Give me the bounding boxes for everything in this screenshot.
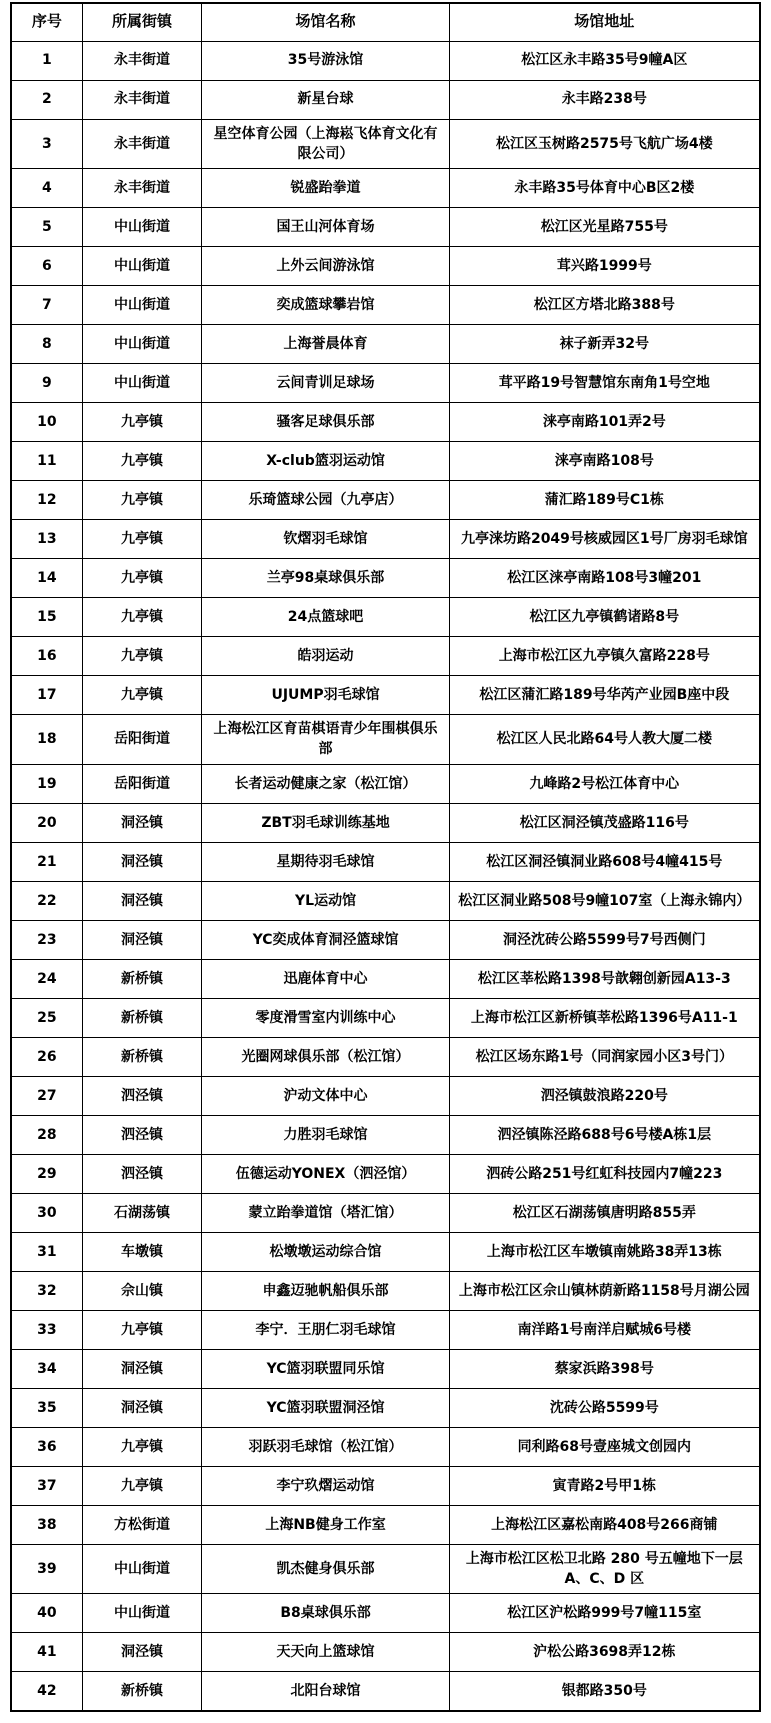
cell-address: 蒲汇路189号C1栋 (449, 481, 760, 520)
table-row (11, 803, 760, 842)
cell-address: 松江区场东路1号（同润家园小区3号门） (449, 1037, 760, 1076)
venues-table (10, 2, 761, 1712)
table-row (11, 559, 760, 598)
cell-town: 永丰街道 (82, 119, 202, 169)
table-row (11, 169, 760, 208)
cell-address: 九亭涞坊路2049号核威园区1号厂房羽毛球馆 (449, 520, 760, 559)
table-row (11, 920, 760, 959)
cell-name: 星期待羽毛球馆 (202, 842, 449, 881)
cell-name: 沪动文体中心 (202, 1076, 449, 1115)
cell-name: 北阳台球馆 (202, 1672, 449, 1711)
cell-index: 40 (11, 1594, 82, 1633)
cell-index: 26 (11, 1037, 82, 1076)
cell-index: 17 (11, 676, 82, 715)
cell-index: 6 (11, 247, 82, 286)
table-row (11, 715, 760, 765)
cell-address: 沪松公路3698弄12栋 (449, 1633, 760, 1672)
cell-index: 28 (11, 1115, 82, 1154)
cell-name: 李宁玖熠运动馆 (202, 1466, 449, 1505)
cell-town: 泗泾镇 (82, 1076, 202, 1115)
cell-town: 洞泾镇 (82, 881, 202, 920)
table-row (11, 481, 760, 520)
cell-address: 松江区永丰路35号9幢A区 (449, 41, 760, 80)
cell-name: 力胜羽毛球馆 (202, 1115, 449, 1154)
cell-index: 2 (11, 80, 82, 119)
cell-index: 34 (11, 1349, 82, 1388)
cell-address: 上海市松江区松卫北路 280 号五幢地下一层A、C、D 区 (449, 1544, 760, 1594)
cell-town: 洞泾镇 (82, 920, 202, 959)
table-row (11, 286, 760, 325)
cell-index: 10 (11, 403, 82, 442)
cell-name: B8桌球俱乐部 (202, 1594, 449, 1633)
cell-address: 蔡家浜路398号 (449, 1349, 760, 1388)
cell-address: 松江区石湖荡镇唐明路855弄 (449, 1193, 760, 1232)
cell-index: 7 (11, 286, 82, 325)
table-row (11, 1427, 760, 1466)
table-row (11, 881, 760, 920)
cell-town: 中山街道 (82, 1594, 202, 1633)
cell-name: UJUMP羽毛球馆 (202, 676, 449, 715)
cell-index: 20 (11, 803, 82, 842)
cell-address: 松江区蒲汇路189号华芮产业园B座中段 (449, 676, 760, 715)
cell-index: 37 (11, 1466, 82, 1505)
header-row (11, 3, 760, 41)
cell-name: 伍德运动YONEX（泗泾馆） (202, 1154, 449, 1193)
header-cell-index: 序号 (11, 3, 82, 41)
cell-address: 松江区涞亭南路108号3幢201 (449, 559, 760, 598)
cell-town: 泗泾镇 (82, 1115, 202, 1154)
table-row (11, 1594, 760, 1633)
table-row (11, 442, 760, 481)
table-row (11, 1466, 760, 1505)
cell-address: 永丰路35号体育中心B区2楼 (449, 169, 760, 208)
cell-address: 泗泾镇陈泾路688号6号楼A栋1层 (449, 1115, 760, 1154)
cell-town: 永丰街道 (82, 41, 202, 80)
cell-address: 上海市松江区车墩镇南姚路38弄13栋 (449, 1232, 760, 1271)
cell-town: 中山街道 (82, 208, 202, 247)
cell-name: 李宁．王朋仁羽毛球馆 (202, 1310, 449, 1349)
cell-town: 泗泾镇 (82, 1154, 202, 1193)
header-cell-name: 场馆名称 (202, 3, 449, 41)
cell-town: 九亭镇 (82, 637, 202, 676)
table-row (11, 959, 760, 998)
cell-index: 32 (11, 1271, 82, 1310)
cell-index: 35 (11, 1388, 82, 1427)
table-row (11, 41, 760, 80)
cell-name: 骚客足球俱乐部 (202, 403, 449, 442)
table-row (11, 247, 760, 286)
cell-name: 国王山河体育场 (202, 208, 449, 247)
table-row (11, 1544, 760, 1594)
cell-index: 13 (11, 520, 82, 559)
table-row (11, 1193, 760, 1232)
cell-town: 中山街道 (82, 1544, 202, 1594)
cell-index: 38 (11, 1505, 82, 1544)
cell-index: 36 (11, 1427, 82, 1466)
cell-address: 泗砖公路251号红虹科技园内7幢223 (449, 1154, 760, 1193)
cell-index: 31 (11, 1232, 82, 1271)
cell-name: 凯杰健身俱乐部 (202, 1544, 449, 1594)
cell-index: 29 (11, 1154, 82, 1193)
cell-town: 九亭镇 (82, 442, 202, 481)
cell-town: 新桥镇 (82, 998, 202, 1037)
table-row (11, 1633, 760, 1672)
cell-index: 23 (11, 920, 82, 959)
cell-town: 中山街道 (82, 247, 202, 286)
cell-index: 5 (11, 208, 82, 247)
cell-name: YL运动馆 (202, 881, 449, 920)
table-row (11, 1672, 760, 1711)
cell-index: 4 (11, 169, 82, 208)
header-cell-address: 场馆地址 (449, 3, 760, 41)
cell-town: 九亭镇 (82, 676, 202, 715)
cell-name: X-club篮羽运动馆 (202, 442, 449, 481)
cell-name: 乐琦篮球公园（九亭店） (202, 481, 449, 520)
cell-address: 袜子新弄32号 (449, 325, 760, 364)
cell-index: 19 (11, 764, 82, 803)
cell-address: 松江区光星路755号 (449, 208, 760, 247)
cell-town: 岳阳街道 (82, 715, 202, 765)
table-row (11, 1310, 760, 1349)
cell-name: 申鑫迈驰帆船俱乐部 (202, 1271, 449, 1310)
cell-name: 长者运动健康之家（松江馆） (202, 764, 449, 803)
cell-name: 迅鹿体育中心 (202, 959, 449, 998)
table-row (11, 598, 760, 637)
cell-town: 九亭镇 (82, 1427, 202, 1466)
cell-name: 羽跃羽毛球馆（松江馆） (202, 1427, 449, 1466)
cell-index: 39 (11, 1544, 82, 1594)
cell-name: 天天向上篮球馆 (202, 1633, 449, 1672)
cell-address: 泗泾镇鼓浪路220号 (449, 1076, 760, 1115)
cell-town: 石湖荡镇 (82, 1193, 202, 1232)
cell-index: 9 (11, 364, 82, 403)
table-row (11, 208, 760, 247)
table-row (11, 1076, 760, 1115)
cell-index: 33 (11, 1310, 82, 1349)
cell-name: YC篮羽联盟洞泾馆 (202, 1388, 449, 1427)
cell-address: 永丰路238号 (449, 80, 760, 119)
cell-name: YC奕成体育洞泾篮球馆 (202, 920, 449, 959)
cell-address: 沈砖公路5599号 (449, 1388, 760, 1427)
cell-town: 新桥镇 (82, 1037, 202, 1076)
cell-index: 30 (11, 1193, 82, 1232)
cell-index: 21 (11, 842, 82, 881)
cell-name: 锐盛跆拳道 (202, 169, 449, 208)
cell-name: ZBT羽毛球训练基地 (202, 803, 449, 842)
cell-address: 茸平路19号智慧馆东南角1号空地 (449, 364, 760, 403)
cell-index: 16 (11, 637, 82, 676)
cell-index: 8 (11, 325, 82, 364)
table-row (11, 1115, 760, 1154)
table-row (11, 676, 760, 715)
cell-town: 新桥镇 (82, 959, 202, 998)
cell-address: 寅青路2号甲1栋 (449, 1466, 760, 1505)
cell-name: 云间青训足球场 (202, 364, 449, 403)
table-row (11, 1349, 760, 1388)
table-row (11, 325, 760, 364)
cell-address: 松江区沪松路999号7幢115室 (449, 1594, 760, 1633)
cell-address: 松江区洞泾镇茂盛路116号 (449, 803, 760, 842)
cell-address: 同利路68号壹座城文创园内 (449, 1427, 760, 1466)
table-row (11, 998, 760, 1037)
cell-name: 钦熠羽毛球馆 (202, 520, 449, 559)
cell-name: 奕成篮球攀岩馆 (202, 286, 449, 325)
cell-address: 上海松江区嘉松南路408号266商铺 (449, 1505, 760, 1544)
cell-address: 上海市松江区佘山镇林荫新路1158号月湖公园 (449, 1271, 760, 1310)
cell-town: 中山街道 (82, 364, 202, 403)
cell-name: YC篮羽联盟同乐馆 (202, 1349, 449, 1388)
cell-town: 洞泾镇 (82, 1349, 202, 1388)
cell-name: 上海松江区育苗棋语青少年围棋俱乐部 (202, 715, 449, 765)
cell-town: 九亭镇 (82, 559, 202, 598)
cell-address: 涞亭南路101弄2号 (449, 403, 760, 442)
table-row (11, 1232, 760, 1271)
cell-index: 14 (11, 559, 82, 598)
cell-index: 22 (11, 881, 82, 920)
cell-address: 南洋路1号南洋启赋城6号楼 (449, 1310, 760, 1349)
cell-address: 松江区人民北路64号人教大厦二楼 (449, 715, 760, 765)
cell-town: 永丰街道 (82, 169, 202, 208)
cell-town: 九亭镇 (82, 1310, 202, 1349)
cell-town: 九亭镇 (82, 520, 202, 559)
cell-index: 41 (11, 1633, 82, 1672)
cell-address: 松江区洞业路508号9幢107室（上海永锦内） (449, 881, 760, 920)
cell-address: 银都路350号 (449, 1672, 760, 1711)
cell-index: 27 (11, 1076, 82, 1115)
cell-name: 光圈网球俱乐部（松江馆） (202, 1037, 449, 1076)
cell-name: 24点篮球吧 (202, 598, 449, 637)
cell-address: 松江区莘松路1398号歆翱创新园A13-3 (449, 959, 760, 998)
cell-address: 上海市松江区新桥镇莘松路1396号A11-1 (449, 998, 760, 1037)
table-row (11, 842, 760, 881)
cell-index: 42 (11, 1672, 82, 1711)
cell-index: 18 (11, 715, 82, 765)
cell-address: 松江区洞泾镇洞业路608号4幢415号 (449, 842, 760, 881)
cell-index: 11 (11, 442, 82, 481)
cell-address: 松江区方塔北路388号 (449, 286, 760, 325)
cell-town: 新桥镇 (82, 1672, 202, 1711)
cell-town: 九亭镇 (82, 1466, 202, 1505)
cell-town: 洞泾镇 (82, 803, 202, 842)
cell-town: 洞泾镇 (82, 1633, 202, 1672)
cell-town: 佘山镇 (82, 1271, 202, 1310)
cell-name: 松墩墩运动综合馆 (202, 1232, 449, 1271)
header-cell-town: 所属街镇 (82, 3, 202, 41)
cell-name: 上海誉晨体育 (202, 325, 449, 364)
cell-town: 九亭镇 (82, 481, 202, 520)
cell-name: 35号游泳馆 (202, 41, 449, 80)
page (0, 2, 771, 1723)
cell-index: 12 (11, 481, 82, 520)
cell-name: 上外云间游泳馆 (202, 247, 449, 286)
cell-town: 洞泾镇 (82, 1388, 202, 1427)
cell-town: 九亭镇 (82, 403, 202, 442)
table-row (11, 1037, 760, 1076)
table-row (11, 364, 760, 403)
cell-address: 上海市松江区九亭镇久富路228号 (449, 637, 760, 676)
cell-index: 15 (11, 598, 82, 637)
cell-index: 25 (11, 998, 82, 1037)
cell-index: 1 (11, 41, 82, 80)
cell-index: 24 (11, 959, 82, 998)
cell-town: 车墩镇 (82, 1232, 202, 1271)
table-row (11, 1271, 760, 1310)
cell-name: 新星台球 (202, 80, 449, 119)
cell-town: 岳阳街道 (82, 764, 202, 803)
cell-index: 3 (11, 119, 82, 169)
table-row (11, 764, 760, 803)
cell-address: 松江区玉树路2575号飞航广场4楼 (449, 119, 760, 169)
table-row (11, 1505, 760, 1544)
table-row (11, 80, 760, 119)
table-row (11, 1154, 760, 1193)
cell-address: 洞泾沈砖公路5599号7号西侧门 (449, 920, 760, 959)
cell-name: 零度滑雪室内训练中心 (202, 998, 449, 1037)
cell-town: 中山街道 (82, 286, 202, 325)
table-row (11, 119, 760, 169)
cell-town: 方松街道 (82, 1505, 202, 1544)
cell-town: 中山街道 (82, 325, 202, 364)
cell-name: 星空体育公园（上海崧飞体育文化有限公司） (202, 119, 449, 169)
table-row (11, 637, 760, 676)
cell-town: 洞泾镇 (82, 842, 202, 881)
cell-address: 茸兴路1999号 (449, 247, 760, 286)
cell-name: 蒙立跆拳道馆（塔汇馆） (202, 1193, 449, 1232)
cell-town: 九亭镇 (82, 598, 202, 637)
cell-name: 兰亭98桌球俱乐部 (202, 559, 449, 598)
cell-address: 松江区九亭镇鹤诸路8号 (449, 598, 760, 637)
cell-name: 上海NB健身工作室 (202, 1505, 449, 1544)
table-row (11, 520, 760, 559)
table-row (11, 403, 760, 442)
cell-address: 九峰路2号松江体育中心 (449, 764, 760, 803)
cell-town: 永丰街道 (82, 80, 202, 119)
cell-address: 涞亭南路108号 (449, 442, 760, 481)
cell-name: 皓羽运动 (202, 637, 449, 676)
table-row (11, 1388, 760, 1427)
